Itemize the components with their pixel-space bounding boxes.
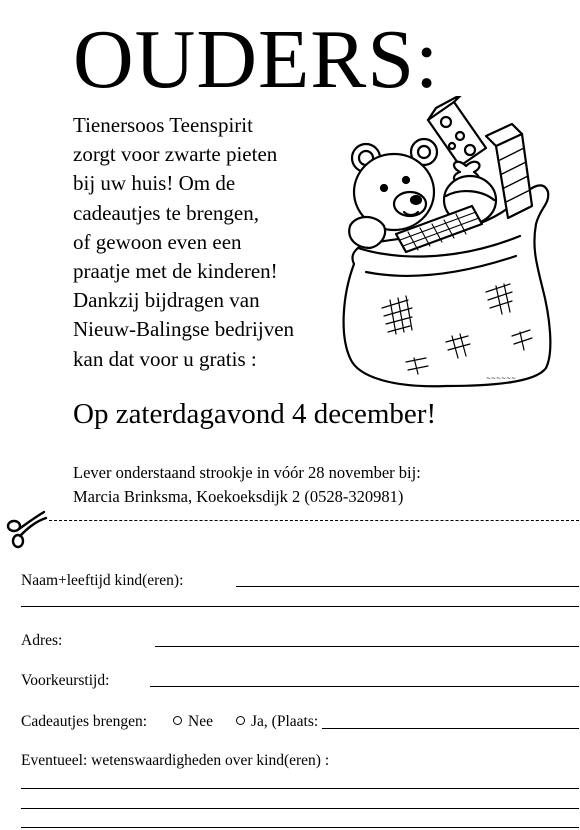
delivery-address: Marcia Brinksma, Koekoeksdijk 2 (0528-320981) bbox=[73, 487, 404, 506]
gifts-label: Cadeautjes brengen: bbox=[21, 713, 148, 730]
intro-line: zorgt voor zwarte pieten bbox=[73, 142, 278, 167]
address-field-line[interactable] bbox=[155, 646, 579, 647]
intro-line: Nieuw-Balingse bedrijven bbox=[73, 317, 295, 342]
name-label: Naam+leeftijd kind(eren): bbox=[21, 572, 184, 589]
intro-line: cadeautjes te brengen, bbox=[73, 200, 259, 225]
intro-line: Tienersoos Teenspirit bbox=[73, 113, 253, 137]
radio-yes[interactable] bbox=[236, 716, 245, 725]
cut-line bbox=[49, 520, 579, 521]
option-no-label: Nee bbox=[188, 713, 213, 730]
delivery-instructions bbox=[73, 461, 421, 509]
notes-field-line[interactable] bbox=[21, 808, 579, 809]
teddy-bear-gift-sack-illustration bbox=[336, 96, 558, 392]
radio-no[interactable] bbox=[173, 716, 182, 725]
intro-line: praatje met de kinderen! bbox=[73, 259, 278, 284]
option-no[interactable] bbox=[173, 713, 213, 731]
svg-text:~~~~~~: ~~~~~~ bbox=[486, 375, 517, 382]
notes-label: Eventueel: wetenswaardigheden over kind(eren) : bbox=[21, 752, 330, 769]
page-title: OUDERS: bbox=[73, 13, 440, 106]
delivery-line: Lever onderstaand strookje in vóór 28 november bij: bbox=[73, 463, 421, 482]
intro-line: kan dat voor u gratis : bbox=[73, 346, 257, 371]
gifts-place-field-line[interactable] bbox=[322, 728, 579, 729]
notes-field-line[interactable] bbox=[21, 788, 579, 789]
notes-field-line[interactable] bbox=[21, 827, 579, 828]
intro-line: of gewoon even een bbox=[73, 229, 242, 254]
preferred-time-field-line[interactable] bbox=[150, 686, 579, 687]
address-label: Adres: bbox=[21, 632, 63, 649]
option-yes[interactable] bbox=[236, 713, 318, 731]
preferred-time-label: Voorkeurstijd: bbox=[21, 672, 110, 689]
intro-line: Dankzij bijdragen van bbox=[73, 288, 260, 313]
name-field-line[interactable] bbox=[236, 586, 579, 587]
intro-line: bij uw huis! Om de bbox=[73, 171, 236, 196]
event-date: Op zaterdagavond 4 december! bbox=[73, 398, 437, 430]
scissors-icon bbox=[4, 510, 48, 550]
intro-text bbox=[73, 111, 294, 374]
name-field-line-2[interactable] bbox=[21, 606, 579, 607]
option-yes-label: Ja, (Plaats: bbox=[251, 713, 319, 730]
